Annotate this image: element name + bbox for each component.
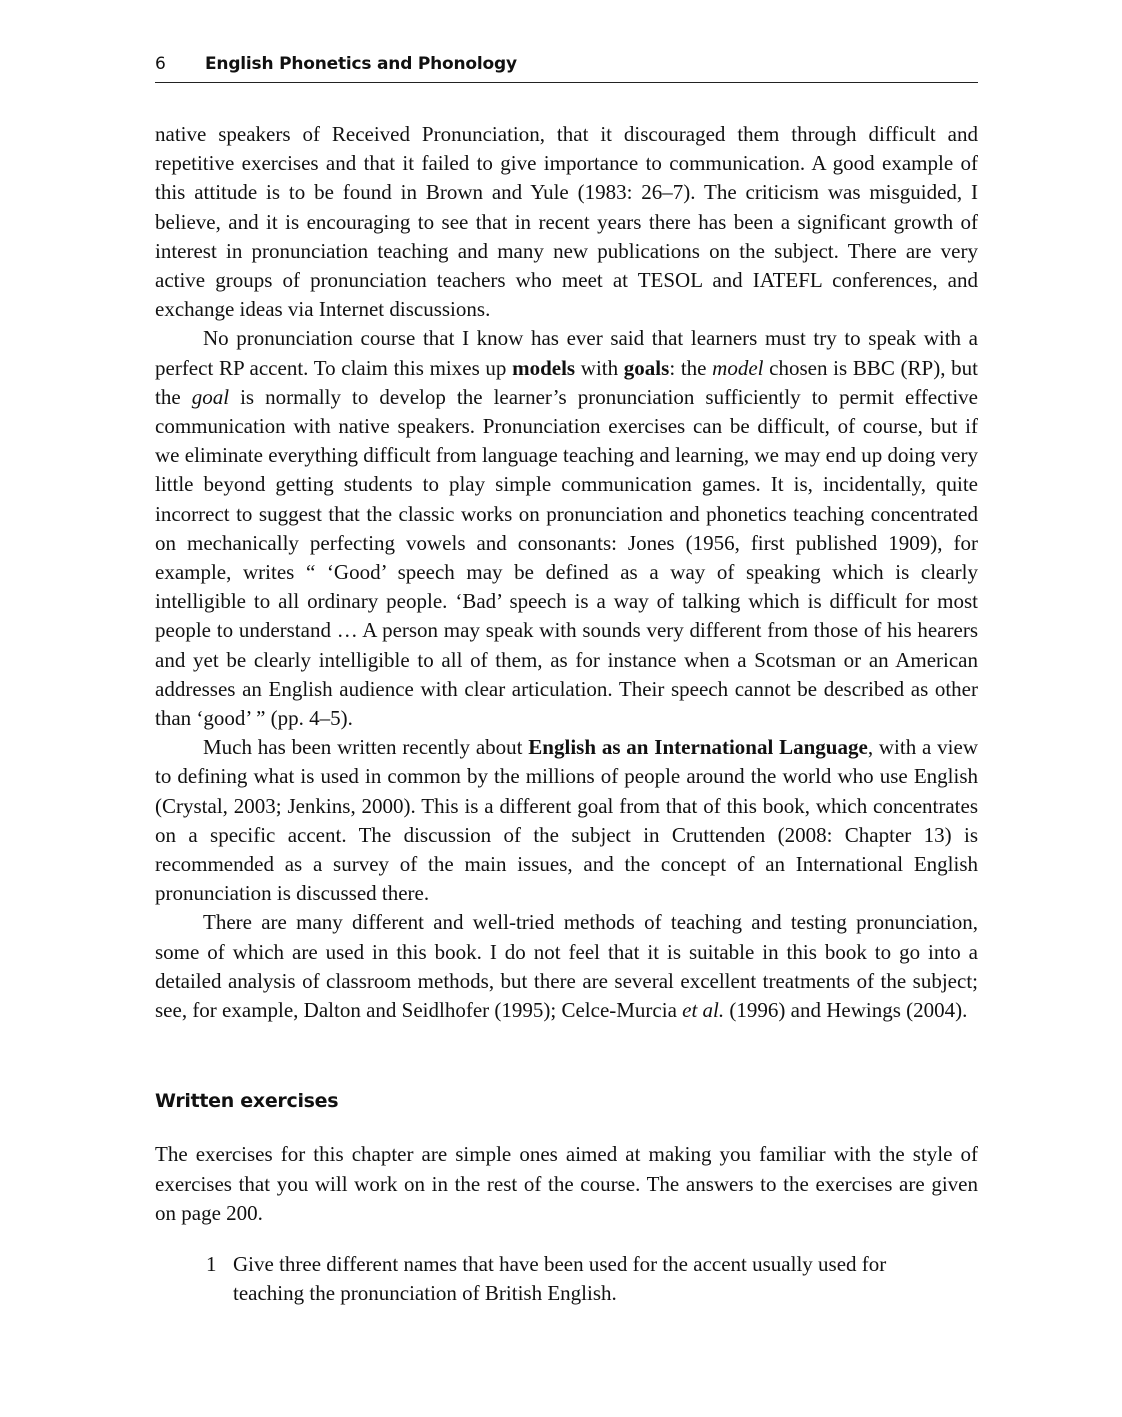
- body-paragraph: [155, 120, 978, 324]
- text-run: is normally to develop the learner’s pronunciation sufficiently to permit effective communication with native speakers. Pronunciation exercises can be difficult, of course, but if we eliminate everything difficult from language teaching and learning, we may end up doing very little beyond getting students to play simple communication games. It is, incidentally, quite incorrect to suggest that the classic works on pronunciation and phonetics teaching concentrated on mechanically perfecting vowels and consonants: Jones (1956, first published 1909), for example, writes “ ‘Good’ speech may be defined as a way of speaking which is clearly intelligible to all ordinary people. ‘Bad’ speech is a way of talking which is difficult for most people to understand … A person may speak with sounds very different from those of his hearers and yet be clearly intelligible to all of them, as for instance when a Scotsman or an American addresses an English audience with clear articulation. Their speech cannot be described as other than ‘good’ ” (pp. 4–5).: [155, 384, 979, 731]
- book-title: English Phonetics and Phonology: [205, 54, 517, 74]
- text-run: (1996) and Hewings (2004).: [724, 998, 968, 1023]
- text-run: with: [575, 355, 624, 380]
- bold-term: English as an International Language: [528, 735, 868, 760]
- italic-term: model: [712, 355, 764, 380]
- exercise-item: [155, 1250, 978, 1308]
- text-run: Much has been written recently about: [203, 735, 529, 760]
- body-paragraph: [155, 733, 978, 908]
- page-number: 6: [155, 54, 166, 74]
- text-run: : the: [669, 355, 713, 380]
- exercise-text: Give three different names that have been used for the accent usually used for teaching the pronunciation of British English.: [233, 1251, 887, 1306]
- bold-term: goals: [623, 355, 670, 380]
- italic-term: goal: [191, 384, 230, 409]
- text-run: There are many different and well-tried methods of teaching and testing pronunciation, some of which are used in this book. I do not feel that it is suitable in this book to go into a detailed analysis of classroom methods, but there are several excellent treatments of the subject; see, for example, Dalton and Seidlhofer (1995); Celce-Murcia: [155, 910, 978, 1023]
- body-paragraph: [155, 908, 978, 1025]
- body-text: [155, 120, 978, 1308]
- body-paragraph: [155, 324, 978, 733]
- section-heading: Written exercises: [155, 1090, 339, 1113]
- text-run: , with a view to defining what is used in common by the millions of people around the world who use English (Crystal, 2003; Jenkins, 2000). This is a different goal from that of this book, which concentrates on a specific accent. The discussion of the subject in Cruttenden (2008: Chapter 13) is recommended as a survey of the main issues, and the concept of an International English pronunciation is discussed there.: [155, 735, 978, 906]
- bold-term: models: [512, 355, 576, 380]
- paragraph-group: [155, 120, 978, 1025]
- section-intro: The exercises for this chapter are simple ones aimed at making you familiar with the style of exercises that you will work on in the rest of the course. The answers to the exercises are given on page 200.: [155, 1142, 978, 1225]
- text-run: No pronunciation course that I know has ever said that learners must try to speak with a perfect RP accent. To claim this mixes up: [155, 326, 978, 380]
- italic-term: et al.: [682, 998, 725, 1023]
- exercise-list: [155, 1250, 978, 1308]
- running-head: [155, 50, 978, 83]
- exercise-number: 1: [206, 1251, 217, 1276]
- text-run: chosen is BBC (RP), but the: [155, 355, 978, 409]
- text-run: native speakers of Received Pronunciation, that it discouraged them through difficult and repetitive exercises and that it failed to give importance to communication. A good example of this attitude is to be found in Brown and Yule (1983: 26–7). The criticism was misguided, I believe, and it is encouraging to see that in recent years there has been a significant growth of interest in pronunciation teaching and many new publications on the subject. There are very active groups of pronunciation teachers who meet at TESOL and IATEFL conferences, and exchange ideas via Internet discussions.: [155, 122, 978, 322]
